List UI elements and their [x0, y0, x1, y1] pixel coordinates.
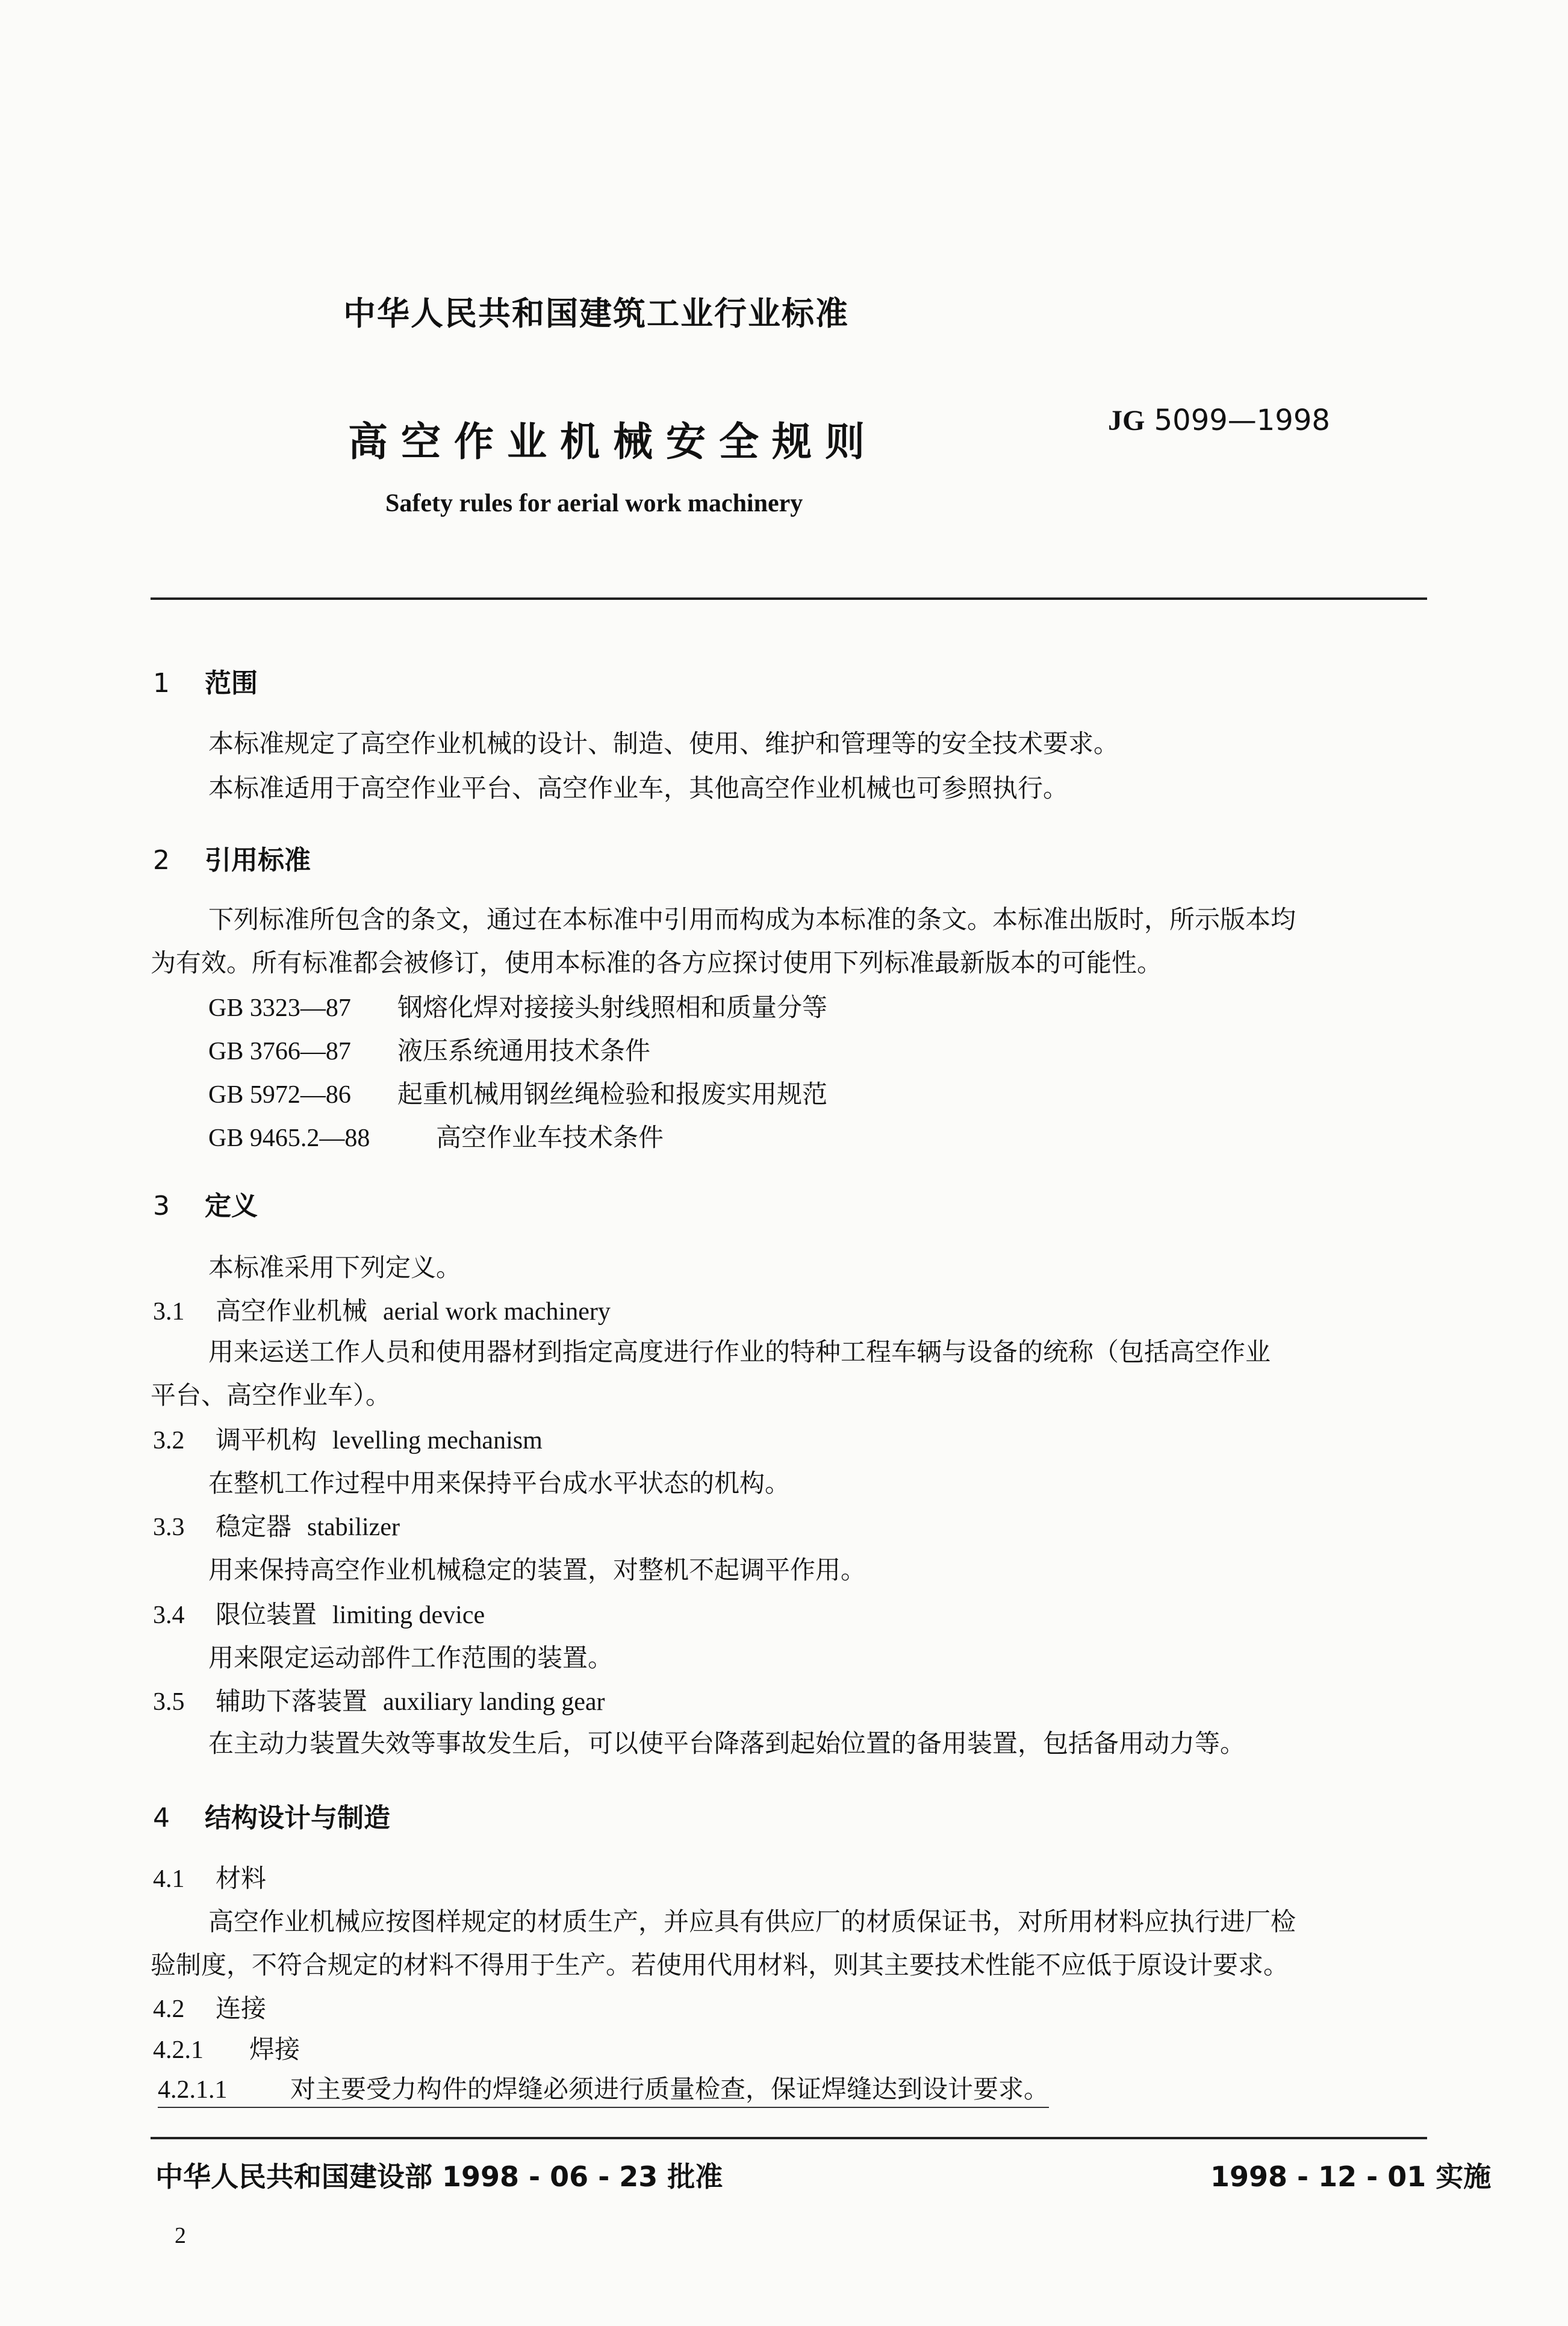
- term-definition: 用来限定运动部件工作范围的装置。: [208, 1643, 614, 1673]
- reference-code: GB 9465.2—88: [208, 1124, 370, 1152]
- term-english: aerial work machinery: [383, 1298, 611, 1326]
- term-chinese: 辅助下落装置: [216, 1686, 368, 1716]
- section-3-intro: 本标准采用下列定义。: [208, 1253, 462, 1282]
- term-heading: [153, 1291, 611, 1327]
- reference-code: GB 5972—86: [208, 1081, 351, 1109]
- section-4-number: 4: [153, 1803, 170, 1833]
- reference-name: 钢熔化焊对接接头射线照相和质量分等: [397, 993, 828, 1022]
- section-4-heading: [153, 1796, 390, 1835]
- term-definition: 在主动力装置失效等事故发生后，可以使平台降落到起始位置的备用装置，包括备用动力等。: [208, 1729, 1246, 1758]
- subsection-4-2-1-heading: [153, 2030, 300, 2066]
- header-divider: [151, 597, 1427, 600]
- subsection-4-1-paragraph-line-1: 高空作业机械应按图样规定的材质生产，并应具有供应厂的材质保证书，对所用材料应执行进厂检: [208, 1907, 1296, 1936]
- approval-line: 中华人民共和国建设部 1998 - 06 - 23 批准: [155, 2160, 723, 2193]
- term-chinese: 调平机构: [216, 1425, 317, 1455]
- term-number: 3.2: [153, 1427, 185, 1455]
- standard-number-value: 5099—1998: [1154, 404, 1330, 437]
- reference-item: [208, 1031, 650, 1067]
- subsection-title: 连接: [216, 1994, 267, 2023]
- issuing-body-header: 中华人民共和国建筑工业行业标准: [343, 295, 849, 332]
- english-subtitle: Safety rules for aerial work machinery: [385, 490, 803, 517]
- term-english: auxiliary landing gear: [383, 1688, 605, 1716]
- reference-name: 起重机械用钢丝绳检验和报废实用规范: [397, 1079, 828, 1109]
- term-chinese: 限位装置: [216, 1600, 317, 1629]
- standard-number: [1108, 404, 1330, 437]
- term-number: 3.5: [153, 1688, 185, 1716]
- section-4-title: 结构设计与制造: [205, 1803, 390, 1833]
- subsection-title: 材料: [216, 1863, 267, 1893]
- section-2-paragraph-line-2: 为有效。所有标准都会被修订，使用本标准的各方应探讨使用下列标准最新版本的可能性。: [151, 948, 1163, 977]
- section-1-number: 1: [153, 668, 170, 699]
- reference-item: [208, 1118, 664, 1154]
- reference-item: [208, 1074, 827, 1111]
- term-english: levelling mechanism: [332, 1427, 543, 1455]
- footer-divider: [151, 2137, 1427, 2139]
- term-english: stabilizer: [307, 1514, 400, 1541]
- term-definition: 用来运送工作人员和使用器材到指定高度进行作业的特种工程车辆与设备的统称（包括高空作业: [208, 1337, 1271, 1367]
- section-2-title: 引用标准: [205, 845, 311, 876]
- document-title: 高空作业机械安全规则: [348, 419, 878, 465]
- reference-item: [208, 988, 827, 1024]
- subsection-number: 4.2.1: [153, 2036, 204, 2064]
- subsection-title: 焊接: [249, 2034, 300, 2064]
- clause-number: 4.2.1.1: [158, 2076, 228, 2104]
- clause-text: 对主要受力构件的焊缝必须进行质量检查，保证焊缝达到设计要求。: [290, 2074, 1050, 2104]
- term-number: 3.1: [153, 1298, 185, 1326]
- clause-4-2-1-1: [158, 2069, 1049, 2108]
- reference-code: GB 3323—87: [208, 994, 351, 1022]
- term-heading: [153, 1595, 485, 1631]
- subsection-number: 4.2: [153, 1995, 185, 2023]
- term-heading: [153, 1420, 543, 1456]
- page-number: 2: [175, 2223, 186, 2248]
- section-1-paragraph-2: 本标准适用于高空作业平台、高空作业车，其他高空作业机械也可参照执行。: [208, 773, 1069, 803]
- section-1-title: 范围: [205, 668, 258, 699]
- section-3-number: 3: [153, 1191, 170, 1221]
- section-3-title: 定义: [205, 1191, 258, 1221]
- term-heading: [153, 1682, 605, 1718]
- term-chinese: 稳定器: [216, 1512, 292, 1541]
- subsection-4-1-paragraph-line-2: 验制度，不符合规定的材料不得用于生产。若使用代用材料，则其主要技术性能不应低于原设计要求。: [151, 1950, 1289, 1980]
- section-1-heading: [153, 661, 258, 700]
- subsection-4-2-heading: [153, 1989, 266, 2025]
- standard-code: JG: [1108, 405, 1145, 437]
- section-2-number: 2: [153, 845, 170, 876]
- term-number: 3.3: [153, 1514, 185, 1541]
- section-3-heading: [153, 1184, 258, 1223]
- term-definition-continued: 平台、高空作业车）。: [151, 1380, 391, 1410]
- term-number: 3.4: [153, 1601, 185, 1629]
- section-2-paragraph-line-1: 下列标准所包含的条文，通过在本标准中引用而构成为本标准的条文。本标准出版时，所示版本均: [208, 905, 1296, 934]
- term-chinese: 高空作业机械: [216, 1296, 368, 1326]
- reference-code: GB 3766—87: [208, 1038, 351, 1065]
- reference-name: 液压系统通用技术条件: [397, 1036, 651, 1065]
- section-1-paragraph-1: 本标准规定了高空作业机械的设计、制造、使用、维护和管理等的安全技术要求。: [208, 729, 1119, 758]
- term-english: limiting device: [332, 1601, 485, 1629]
- term-definition: 在整机工作过程中用来保持平台成水平状态的机构。: [208, 1468, 791, 1498]
- reference-name: 高空作业车技术条件: [436, 1123, 664, 1152]
- subsection-number: 4.1: [153, 1865, 185, 1893]
- term-definition: 用来保持高空作业机械稳定的装置，对整机不起调平作用。: [208, 1555, 866, 1585]
- subsection-4-1-heading: [153, 1859, 266, 1895]
- effective-date-line: 1998 - 12 - 01 实施: [1210, 2160, 1492, 2193]
- section-2-heading: [153, 838, 311, 877]
- term-heading: [153, 1507, 400, 1543]
